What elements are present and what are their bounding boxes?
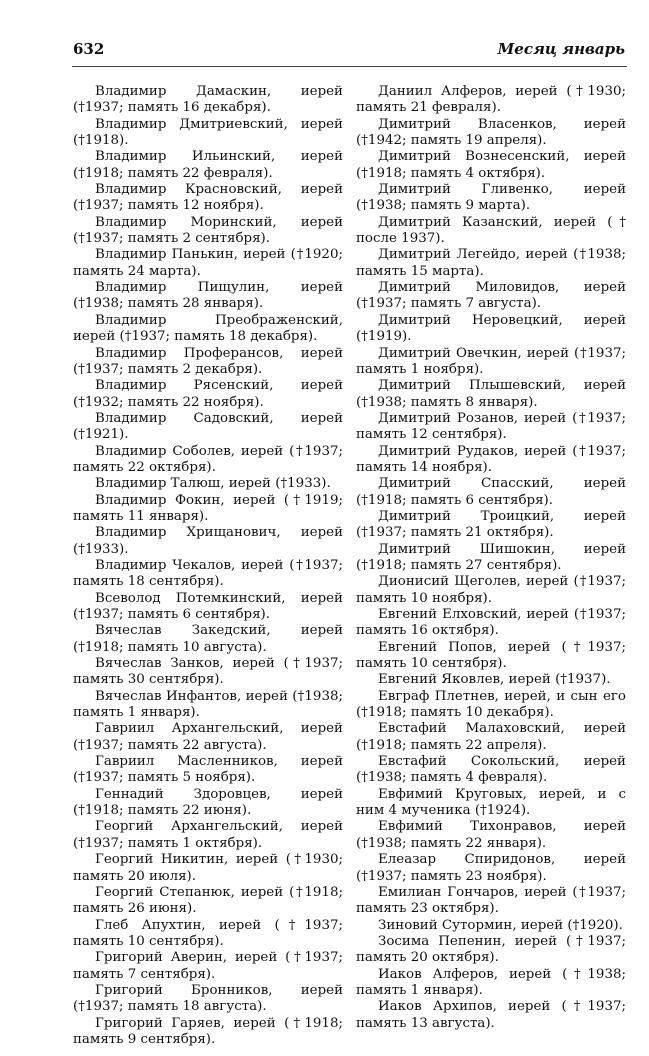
list-entry: Евстафий Сокольский, иерей (†1938; память 4 февраля). — [356, 754, 626, 786]
list-entry: Владимир Соболев, иерей (†1937; память 22 октября). — [73, 443, 343, 475]
list-entry: Владимир Дмитриевский, иерей (†1918). — [73, 116, 343, 149]
list-entry: Евстафий Малаховский, иерей (†1918; память 22 апреля). — [356, 721, 626, 753]
list-entry: Димитрий Миловидов, иерей (†1937; память 7 августа). — [356, 280, 626, 312]
list-entry: Владимир Пищулин, иерей (†1938; память 28 января). — [73, 280, 343, 312]
list-entry: Димитрий Троицкий, иерей (†1937; память 21 октября). — [356, 508, 626, 541]
list-entry: Владимир Фокин, иерей (†1919; память 11 января). — [73, 492, 343, 524]
list-entry: Димитрий Рудаков, иерей (†1937; память 14 ноября). — [356, 443, 626, 475]
list-entry: Георгий Степанюк, иерей (†1918; память 26 июня). — [73, 884, 343, 917]
list-entry: Владимир Рясенский, иерей (†1932; память 22 ноября). — [73, 378, 343, 410]
list-entry: Геннадий Здоровцев, иерей (†1918; память 22 июня). — [73, 786, 343, 819]
list-entry: Владимир Ильинский, иерей (†1918; память 22 февраля). — [73, 149, 343, 181]
list-entry: Владимир Дамаскин, иерей (†1937; память 16 декабря). — [73, 84, 343, 116]
page-number: 632 — [73, 40, 105, 58]
list-entry: Иаков Архипов, иерей (†1937; память 13 августа). — [356, 999, 626, 1031]
list-entry: Владимир Талюш, иерей (†1933). — [95, 476, 331, 492]
list-entry: Димитрий Овечкин, иерей (†1937; память 1 ноября). — [356, 345, 626, 377]
left-column — [73, 84, 343, 1048]
list-entry: Владимир Панькин, иерей (†1920; память 24 марта). — [73, 247, 343, 279]
list-entry: Евфимий Тихонравов, иерей (†1938; память 22 января). — [356, 819, 626, 851]
list-entry: Владимир Моринский, иерей (†1937; память 2 сентября). — [73, 214, 343, 247]
list-entry: Димитрий Спасский, иерей (†1918; память 6 сентября). — [356, 476, 626, 508]
list-entry: Димитрий Розанов, иерей (†1937; память 12 сентября). — [356, 410, 626, 443]
list-entry: Евгений Попов, иерей (†1937; память 10 сентября). — [356, 639, 626, 672]
list-entry: Вячеслав Инфантов, иерей (†1938; память 1 января). — [73, 688, 343, 721]
list-entry: Димитрий Плышевский, иерей (†1938; память 8 января). — [356, 378, 626, 410]
list-entry: Дионисий Щеголев, иерей (†1937; память 10 ноября). — [356, 574, 626, 606]
list-entry: Владимир Красновский, иерей (†1937; память 12 ноября). — [73, 182, 343, 214]
list-entry: Димитрий Казанский, иерей († после 1937). — [356, 214, 626, 247]
list-entry: Григорий Аверин, иерей (†1937; память 7 сентября). — [73, 950, 343, 982]
list-entry: Даниил Алферов, иерей (†1930; память 21 февраля). — [356, 84, 626, 116]
list-entry: Елеазар Спиридонов, иерей (†1937; память 23 ноября). — [356, 852, 626, 884]
list-entry: Емилиан Гончаров, иерей (†1937; память 23 октября). — [356, 884, 626, 917]
list-entry: Всеволод Потемкинский, иерей (†1937; память 6 сентября). — [73, 590, 343, 622]
list-entry: Димитрий Гливенко, иерей (†1938; память 9 марта). — [356, 182, 626, 214]
list-entry: Димитрий Власенков, иерей (†1942; память 19 апреля). — [356, 116, 626, 149]
list-entry: Вячеслав Занков, иерей (†1937; память 30 сентября). — [73, 656, 343, 688]
list-entry: Иаков Алферов, иерей (†1938; память 1 января). — [356, 966, 626, 998]
running-head-title: Месяц январь — [497, 40, 625, 58]
list-entry: Зосима Пепенин, иерей (†1937; память 20 октября). — [356, 933, 626, 966]
list-entry: Димитрий Легейдо, иерей (†1938; память 15 марта). — [356, 247, 626, 279]
list-entry: Григорий Гаряев, иерей (†1918; память 9 сентября). — [73, 1015, 343, 1047]
list-entry: Гавриил Масленников, иерей (†1937; память 5 ноября). — [73, 754, 343, 786]
list-entry: Георгий Архангельский, иерей (†1937; память 1 октября). — [73, 819, 343, 851]
list-entry: Григорий Бронников, иерей (†1937; память 18 августа). — [73, 982, 343, 1015]
right-column — [356, 84, 626, 1032]
list-entry: Владимир Хрищанович, иерей (†1933). — [73, 525, 343, 557]
list-entry: Димитрий Вознесенский, иерей (†1918; память 4 октября). — [356, 149, 626, 181]
list-entry: Евгений Елховский, иерей (†1937; память 16 октября). — [356, 607, 626, 639]
list-entry: Евграф Плетнев, иерей, и сын его (†1918; память 10 декабря). — [356, 688, 626, 721]
list-entry: Димитрий Шишокин, иерей (†1918; память 27 сентября). — [356, 541, 626, 573]
list-entry: Владимир Проферансов, иерей (†1937; память 2 декабря). — [73, 345, 343, 377]
header-divider — [72, 66, 627, 67]
list-entry: Вячеслав Закедский, иерей (†1918; память 10 августа). — [73, 623, 343, 655]
list-entry: Владимир Преображенский, иерей (†1937; память 18 декабря). — [73, 312, 343, 345]
list-entry: Димитрий Неровецкий, иерей (†1919). — [356, 312, 626, 345]
list-entry: Евфимий Круговых, иерей, и с ним 4 мученика (†1924). — [356, 786, 626, 819]
list-entry: Владимир Чекалов, иерей (†1937; память 18 сентября). — [73, 557, 343, 590]
list-entry: Евгений Яковлев, иерей (†1937). — [378, 672, 611, 688]
list-entry: Гавриил Архангельский, иерей (†1937; память 22 августа). — [73, 721, 343, 753]
list-entry: Владимир Садовский, иерей (†1921). — [73, 410, 343, 443]
list-entry: Георгий Никитин, иерей (†1930; память 20 июля). — [73, 852, 343, 884]
list-entry: Зиновий Сутормин, иерей (†1920). — [378, 917, 623, 933]
list-entry: Глеб Апухтин, иерей (†1937; память 10 сентября). — [73, 917, 343, 949]
